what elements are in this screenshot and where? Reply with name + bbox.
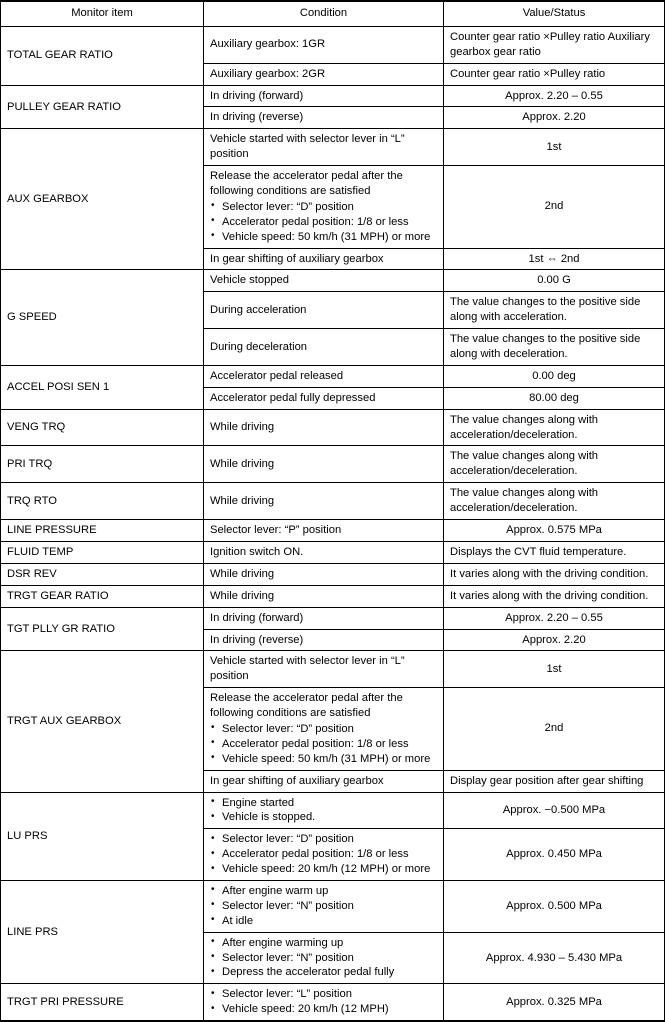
monitor-item-cell: TRQ RTO (1, 483, 204, 520)
value-status-cell: Approx. 4.930 – 5.430 MPa (444, 932, 665, 984)
monitor-item-cell: TRGT AUX GEARBOX (1, 651, 204, 792)
condition-bullet-list (210, 722, 437, 767)
table-header (1, 1, 665, 26)
condition-bullet-item: • Selector lever: “L” position (210, 987, 437, 1002)
condition-cell: Auxiliary gearbox: 1GR (204, 26, 444, 63)
value-status-cell: Approx. 0.450 MPa (444, 829, 665, 881)
table-row (1, 446, 665, 483)
condition-cell (204, 984, 444, 1021)
condition-cell: In gear shifting of auxiliary gearbox (204, 770, 444, 792)
condition-cell: Ignition switch ON. (204, 541, 444, 563)
table-row (1, 651, 665, 688)
value-status-cell: The value changes to the positive side along with acceleration. (444, 292, 665, 329)
value-status-cell: It varies along with the driving condition. (444, 563, 665, 585)
value-status-cell: The value changes to the positive side along with deceleration. (444, 329, 665, 366)
condition-cell: In gear shifting of auxiliary gearbox (204, 248, 444, 270)
table-row (1, 85, 665, 107)
value-status-cell: Displays the CVT fluid temperature. (444, 541, 665, 563)
condition-cell (204, 932, 444, 984)
value-status-cell: It varies along with the driving condition. (444, 585, 665, 607)
condition-bullet-item: • Accelerator pedal position: 1/8 or less (210, 737, 437, 752)
monitor-item-cell: LINE PRS (1, 880, 204, 983)
condition-bullet-list (210, 796, 437, 826)
condition-bullet-item: • Engine started (210, 796, 437, 811)
table-row (1, 520, 665, 542)
condition-bullet-item: • Accelerator pedal position: 1/8 or less (210, 847, 437, 862)
value-status-cell: 1st ⇔ 2nd (444, 248, 665, 270)
condition-cell: Vehicle started with selector lever in “L” position (204, 129, 444, 166)
table-row (1, 541, 665, 563)
value-status-cell: Approx. 0.575 MPa (444, 520, 665, 542)
condition-cell: While driving (204, 483, 444, 520)
condition-bullet-item: • Vehicle speed: 50 km/h (31 MPH) or more (210, 752, 437, 767)
table-row (1, 984, 665, 1021)
column-header-value-status: Value/Status (444, 1, 665, 26)
value-status-cell: The value changes along with acceleration/deceleration. (444, 446, 665, 483)
value-status-cell: 0.00 G (444, 270, 665, 292)
condition-cell: Selector lever: “P” position (204, 520, 444, 542)
value-status-cell: Approx. 2.20 – 0.55 (444, 607, 665, 629)
table-row (1, 483, 665, 520)
condition-bullet-item: • Depress the accelerator pedal fully (210, 965, 437, 980)
condition-bullet-item: • Selector lever: “D” position (210, 832, 437, 847)
value-status-cell: Display gear position after gear shifting (444, 770, 665, 792)
condition-cell: Accelerator pedal released (204, 365, 444, 387)
table-row (1, 26, 665, 63)
condition-bullet-list (210, 936, 437, 981)
condition-cell: During acceleration (204, 292, 444, 329)
table-row (1, 409, 665, 446)
value-status-cell: 0.00 deg (444, 365, 665, 387)
column-header-monitor-item: Monitor item (1, 1, 204, 26)
condition-cell: In driving (reverse) (204, 629, 444, 651)
value-status-cell: Counter gear ratio ×Pulley ratio Auxiliary gearbox gear ratio (444, 26, 665, 63)
value-status-cell: 1st (444, 651, 665, 688)
condition-cell: Accelerator pedal fully depressed (204, 387, 444, 409)
monitor-item-cell: FLUID TEMP (1, 541, 204, 563)
monitor-item-cell: TRGT GEAR RATIO (1, 585, 204, 607)
condition-bullet-list (210, 987, 437, 1017)
condition-bullet-item: • Vehicle speed: 50 km/h (31 MPH) or more (210, 230, 437, 245)
condition-cell: In driving (forward) (204, 607, 444, 629)
condition-bullet-item: • After engine warming up (210, 936, 437, 951)
monitor-item-cell: VENG TRQ (1, 409, 204, 446)
condition-cell (204, 829, 444, 881)
value-status-cell: 1st (444, 129, 665, 166)
monitor-item-cell: DSR REV (1, 563, 204, 585)
monitor-item-cell: G SPEED (1, 270, 204, 365)
condition-cell (204, 880, 444, 932)
value-status-cell: The value changes along with acceleration/deceleration. (444, 483, 665, 520)
monitor-item-cell: PRI TRQ (1, 446, 204, 483)
value-status-cell: Counter gear ratio ×Pulley ratio (444, 63, 665, 85)
condition-bullet-list (210, 832, 437, 877)
condition-cell (204, 688, 444, 770)
condition-cell: While driving (204, 409, 444, 446)
value-status-cell: Approx. 2.20 (444, 629, 665, 651)
value-status-cell: 2nd (444, 166, 665, 248)
table-row (1, 129, 665, 166)
condition-bullet-item: • Selector lever: “D” position (210, 722, 437, 737)
condition-bullet-item: • Selector lever: “N” position (210, 899, 437, 914)
table-row (1, 365, 665, 387)
monitor-item-cell: TOTAL GEAR RATIO (1, 26, 204, 85)
value-status-cell: Approx. 2.20 – 0.55 (444, 85, 665, 107)
condition-cell: Auxiliary gearbox: 2GR (204, 63, 444, 85)
monitor-item-cell: TRGT PRI PRESSURE (1, 984, 204, 1021)
value-status-cell: Approx. −0.500 MPa (444, 792, 665, 829)
table-row (1, 585, 665, 607)
monitor-item-cell: ACCEL POSI SEN 1 (1, 365, 204, 409)
monitor-item-cell: LU PRS (1, 792, 204, 880)
condition-cell: In driving (reverse) (204, 107, 444, 129)
column-header-condition: Condition (204, 1, 444, 26)
condition-bullet-item: • Vehicle speed: 20 km/h (12 MPH) or more (210, 862, 437, 877)
condition-lead-text: Release the accelerator pedal after the following conditions are satisfied (210, 170, 403, 198)
table-row (1, 563, 665, 585)
condition-cell: While driving (204, 446, 444, 483)
value-status-cell: The value changes along with acceleration/deceleration. (444, 409, 665, 446)
condition-bullet-list (210, 884, 437, 929)
condition-cell: While driving (204, 563, 444, 585)
value-status-cell: 80.00 deg (444, 387, 665, 409)
value-status-cell: Approx. 0.325 MPa (444, 984, 665, 1021)
condition-cell: In driving (forward) (204, 85, 444, 107)
condition-bullet-item: • Vehicle is stopped. (210, 810, 437, 825)
condition-cell: Vehicle started with selector lever in “L” position (204, 651, 444, 688)
table-body (1, 26, 665, 1021)
table-row (1, 607, 665, 629)
table-row (1, 270, 665, 292)
condition-bullet-item: • At idle (210, 914, 437, 929)
value-status-cell: Approx. 2.20 (444, 107, 665, 129)
condition-cell (204, 792, 444, 829)
condition-bullet-item: • Selector lever: “D” position (210, 200, 437, 215)
condition-lead-text: Release the accelerator pedal after the following conditions are satisfied (210, 692, 403, 720)
condition-bullet-item: • Vehicle speed: 20 km/h (12 MPH) (210, 1002, 437, 1017)
monitor-item-cell: AUX GEARBOX (1, 129, 204, 270)
condition-cell: While driving (204, 585, 444, 607)
condition-bullet-item: • Selector lever: “N” position (210, 951, 437, 966)
monitor-item-cell: PULLEY GEAR RATIO (1, 85, 204, 129)
table-header-row (1, 1, 665, 26)
value-status-cell: Approx. 0.500 MPa (444, 880, 665, 932)
monitor-item-cell: TGT PLLY GR RATIO (1, 607, 204, 651)
condition-bullet-item: • After engine warm up (210, 884, 437, 899)
value-status-cell: 2nd (444, 688, 665, 770)
condition-bullet-item: • Accelerator pedal position: 1/8 or less (210, 215, 437, 230)
table-row (1, 880, 665, 932)
condition-cell: During deceleration (204, 329, 444, 366)
condition-cell (204, 166, 444, 248)
condition-bullet-list (210, 200, 437, 245)
table-row (1, 792, 665, 829)
condition-cell: Vehicle stopped (204, 270, 444, 292)
monitor-item-cell: LINE PRESSURE (1, 520, 204, 542)
